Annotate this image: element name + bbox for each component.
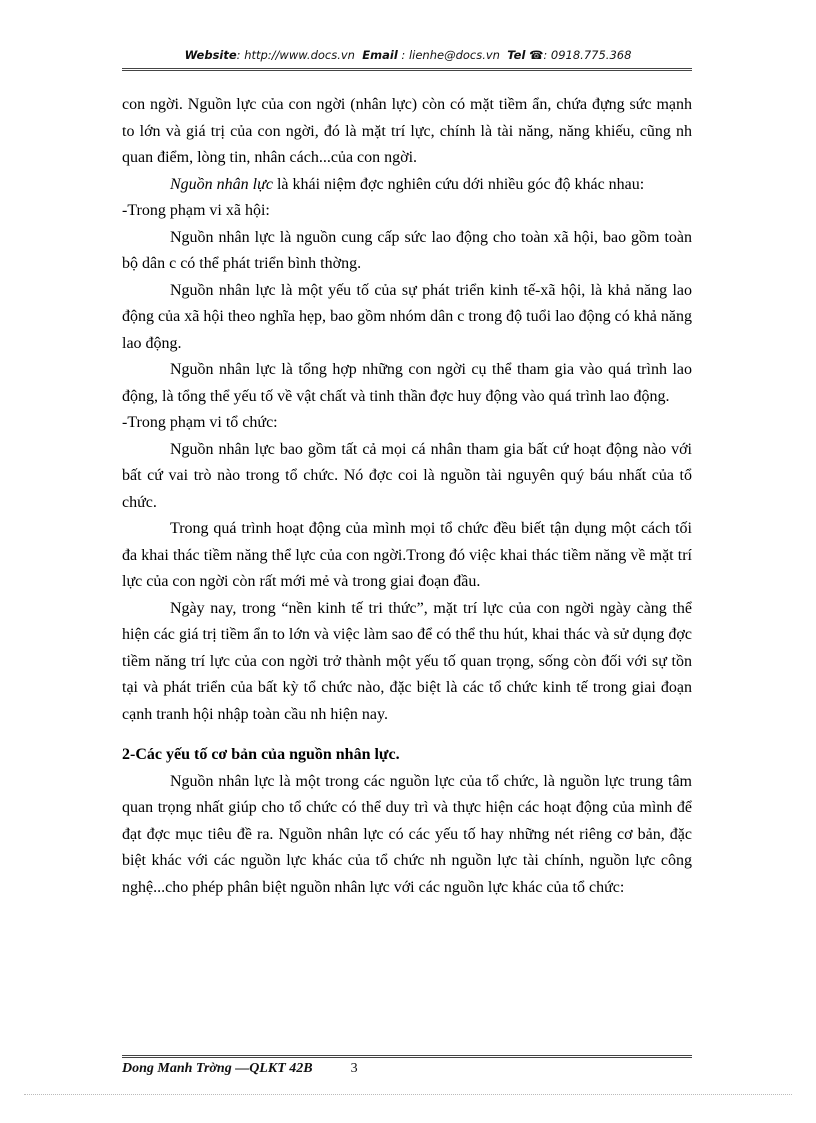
website-value: : http://www.docs.vn bbox=[236, 48, 355, 62]
section-organization-scope: -Trong phạm vi tổ chức: bbox=[122, 414, 278, 431]
tel-label: Tel bbox=[507, 48, 526, 62]
document-body bbox=[122, 92, 692, 901]
page-footer bbox=[122, 1061, 692, 1077]
paragraph-8: Nguồn nhân lực bao gồm tất cả mọi cá nhân tham gia bất cứ hoạt động nào với bất cứ vai trò nào trong tổ chức. Nó đợc coi là nguồn tài nguyên quý báu nhất của tổ chức. bbox=[122, 440, 692, 511]
header-rule bbox=[122, 68, 692, 71]
section-heading: 2-Các yếu tố cơ bản của nguồn nhân lực. bbox=[122, 746, 400, 763]
page-number: 3 bbox=[350, 1061, 358, 1076]
paragraph-6: Nguồn nhân lực là tổng hợp những con ngời cụ thể tham gia vào quá trình lao động, là tổng thể yếu tố về vật chất và tinh thần đợc huy động vào quá trình lao động. bbox=[122, 361, 692, 405]
paragraph-2-text: là khái niệm đợc nghiên cứu dới nhiều góc độ khác nhau: bbox=[272, 175, 645, 193]
page-header bbox=[0, 48, 816, 62]
footer-rule bbox=[122, 1055, 692, 1058]
tel-value: : 0918.775.368 bbox=[543, 48, 632, 62]
paragraph-10: Ngày nay, trong “nền kinh tế tri thức”, mặt trí lực của con ngời ngày càng thể hiện các giá trị tiềm ẩn to lớn và việc làm sao để có thể thu hút, khai thác và sử dụng đợc tiềm năng trí lực của con ngời trở thành một yếu tố quan trọng, sống còn đối với sự tồn tại và phát triển của bất kỳ tổ chức nào, đặc biệt là các tổ chức kinh tế trong giai đoạn cạnh tranh hội nhập toàn cầu nh hiện nay. bbox=[122, 599, 692, 723]
paragraph-11: Nguồn nhân lực là một trong các nguồn lực của tổ chức, là nguồn lực trung tâm quan trọng nhất giúp cho tổ chức có thể duy trì và thực hiện các hoạt động của mình để đạt đợc mục tiêu đề ra. Nguồn nhân lực có các yếu tố hay những nét riêng cơ bản, đặc biệt khác với các nguồn lực khác của tổ chức nh nguồn lực tài chính, nguồn lực công nghệ...cho phép phân biệt nguồn nhân lực với các nguồn lực khác của tổ chức: bbox=[122, 772, 692, 896]
phone-icon: ☎ bbox=[529, 48, 544, 62]
footer-author: Dong Manh Trờng —QLKT 42B bbox=[122, 1061, 313, 1076]
paragraph-9: Trong quá trình hoạt động của mình mọi tổ chức đều biết tận dụng một cách tối đa khai thác tiềm năng thể lực của con ngời.Trong đó việc khai thác tiềm năng về mặt trí lực của con ngời còn rất mới mẻ và trong giai đoạn đầu. bbox=[122, 520, 692, 590]
term-nguon-nhan-luc: Nguồn nhân lực bbox=[170, 175, 273, 193]
paragraph-5: Nguồn nhân lực là một yếu tố của sự phát triển kinh tế-xã hội, là khả năng lao động của xã hội theo nghĩa hẹp, bao gồm nhóm dân c trong độ tuổi lao động có khả năng lao động. bbox=[122, 281, 692, 352]
paragraph-4: Nguồn nhân lực là nguồn cung cấp sức lao động cho toàn xã hội, bao gồm toàn bộ dân c có thể phát triển bình thờng. bbox=[122, 228, 692, 272]
section-social-scope: -Trong phạm vi xã hội: bbox=[122, 202, 270, 219]
email-label: Email bbox=[362, 48, 398, 62]
page-bottom-divider bbox=[24, 1094, 792, 1095]
email-value: : lienhe@docs.vn bbox=[401, 48, 500, 62]
paragraph-1: con ngời. Nguồn lực của con ngời (nhân lực) còn có mặt tiềm ẩn, chứa đựng sức mạnh to lớn và giá trị của con ngời, đó là mặt trí lực, chính là tài năng, năng khiếu, cũng nh quan điểm, lòng tin, nhân cách...của con ngời. bbox=[122, 96, 692, 166]
website-label: Website bbox=[184, 48, 237, 62]
paragraph-2 bbox=[122, 172, 692, 199]
